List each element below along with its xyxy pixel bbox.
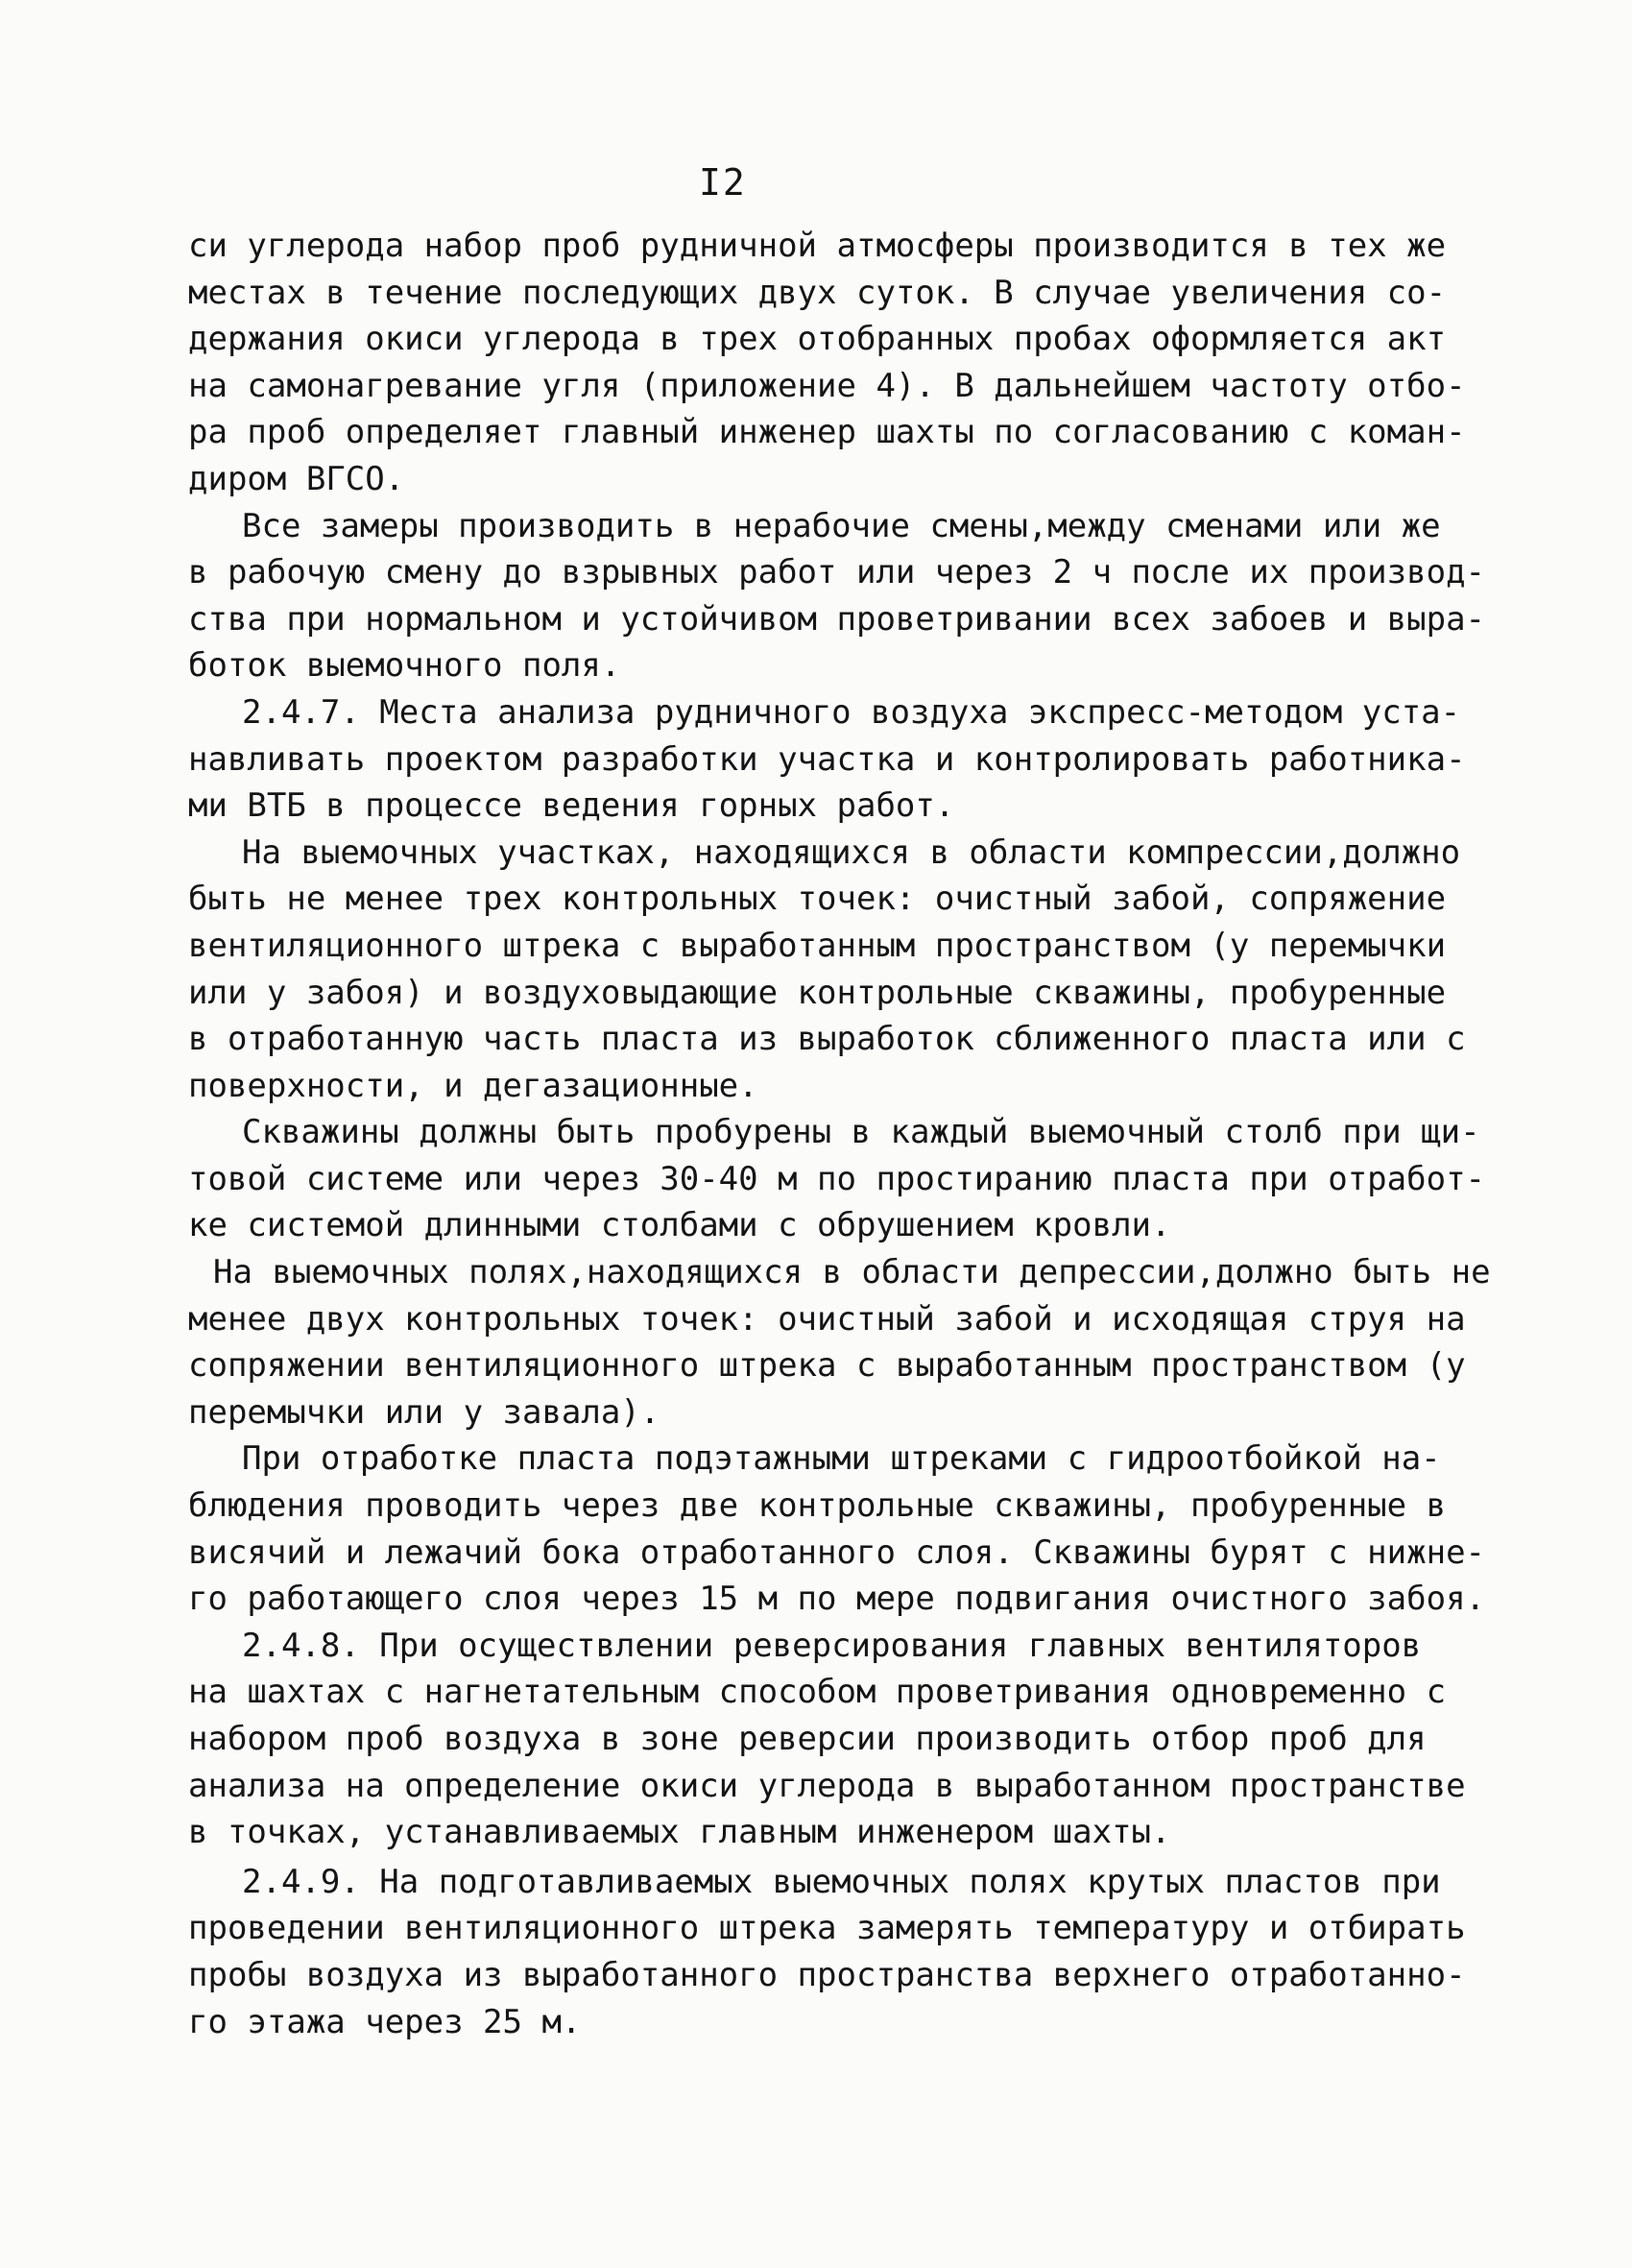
text-line: го этажа через 25 м. bbox=[188, 2002, 582, 2041]
page-number: I2 bbox=[699, 161, 747, 204]
text-line: местах в течение последующих двух суток. В случае увеличения со- bbox=[188, 273, 1447, 312]
text-line: диром ВГСО. bbox=[188, 459, 405, 498]
paragraph-start-line: На выемочных участках, находящихся в области компрессии,должно bbox=[242, 832, 1461, 872]
document-body bbox=[188, 223, 1491, 2045]
text-line: менее двух контрольных точек: очистный забой и исходящая струя на bbox=[188, 1299, 1466, 1339]
text-line: ке системой длинными столбами с обрушением кровли. bbox=[188, 1206, 1171, 1245]
text-line: сопряжении вентиляционного штрека с выработанным пространством (у bbox=[188, 1346, 1466, 1386]
text-line: набором проб воздуха в зоне реверсии производить отбор проб для bbox=[188, 1720, 1427, 1758]
text-line: перемычки или у завала). bbox=[188, 1392, 660, 1432]
text-line: поверхности, и дегазационные. bbox=[188, 1066, 758, 1105]
text-line: в отработанную часть пласта из выработок сближенного пласта или с bbox=[188, 1020, 1466, 1059]
section-2-4-9-heading-line: 2.4.9. На подготавливаемых выемочных полях крутых пластов при bbox=[242, 1862, 1441, 1901]
text-line: на самонагревание угля (приложение 4). В дальнейшем частоту отбо- bbox=[188, 366, 1466, 405]
text-line: в рабочую смену до взрывных работ или через 2 ч после их производ- bbox=[188, 553, 1486, 592]
text-line: висячий и лежачий бока отработанного слоя. Скважины бурят с нижне- bbox=[188, 1532, 1486, 1572]
text-line: анализа на определение окиси углерода в выработанном пространстве bbox=[188, 1766, 1466, 1805]
section-2-4-8-heading-line: 2.4.8. При осуществлении реверсирования главных вентиляторов bbox=[242, 1626, 1422, 1665]
text-line: держания окиси углерода в трех отобранных пробах оформляется акт bbox=[188, 320, 1447, 359]
section-2-4-7-heading-line: 2.4.7. Места анализа рудничного воздуха экспресс-методом уста- bbox=[242, 692, 1461, 732]
text-line: товой системе или через 30-40 м по простиранию пласта при отработ- bbox=[188, 1159, 1486, 1198]
paragraph-start-line: Скважины должны быть пробурены в каждый выемочный столб при щи- bbox=[242, 1113, 1480, 1152]
text-line: или у забоя) и воздуховыдающие контрольные скважины, пробуренные bbox=[188, 973, 1447, 1012]
text-line: вентиляционного штрека с выработанным пространством (у перемычки bbox=[188, 926, 1447, 965]
text-line: го работающего слоя через 15 м по мере подвигания очистного забоя. bbox=[188, 1580, 1486, 1619]
text-line: проведении вентиляционного штрека замерять температуру и отбирать bbox=[188, 1909, 1466, 1948]
text-line: боток выемочного поля. bbox=[188, 646, 621, 686]
paragraph-start-line: На выемочных полях,находящихся в области депрессии,должно быть не bbox=[213, 1253, 1491, 1292]
text-line: ми ВТБ в процессе ведения горных работ. bbox=[188, 786, 955, 826]
text-line: навливать проектом разработки участка и контролировать работника- bbox=[188, 739, 1466, 779]
text-line: блюдения проводить через две контрольные скважины, пробуренные в bbox=[188, 1486, 1447, 1526]
text-line: ра проб определяет главный инженер шахты по согласованию с коман- bbox=[188, 413, 1466, 452]
text-line: быть не менее трех контрольных точек: очистный забой, сопряжение bbox=[188, 880, 1447, 919]
paragraph-start-line: При отработке пласта подэтажными штреками с гидроотбойкой на- bbox=[242, 1439, 1441, 1479]
text-line: си углерода набор проб рудничной атмосферы производится в тех же bbox=[188, 227, 1447, 265]
text-line: ства при нормальном и устойчивом проветривании всех забоев и выра- bbox=[188, 599, 1486, 639]
text-line: на шахтах с нагнетательным способом проветривания одновременно с bbox=[188, 1673, 1447, 1712]
text-line: в точках, устанавливаемых главным инженером шахты. bbox=[188, 1813, 1171, 1852]
paragraph-start-line: Все замеры производить в нерабочие смены,между сменами или же bbox=[242, 506, 1441, 545]
text-line: пробы воздуха из выработанного пространства верхнего отработанно- bbox=[188, 1955, 1466, 1994]
